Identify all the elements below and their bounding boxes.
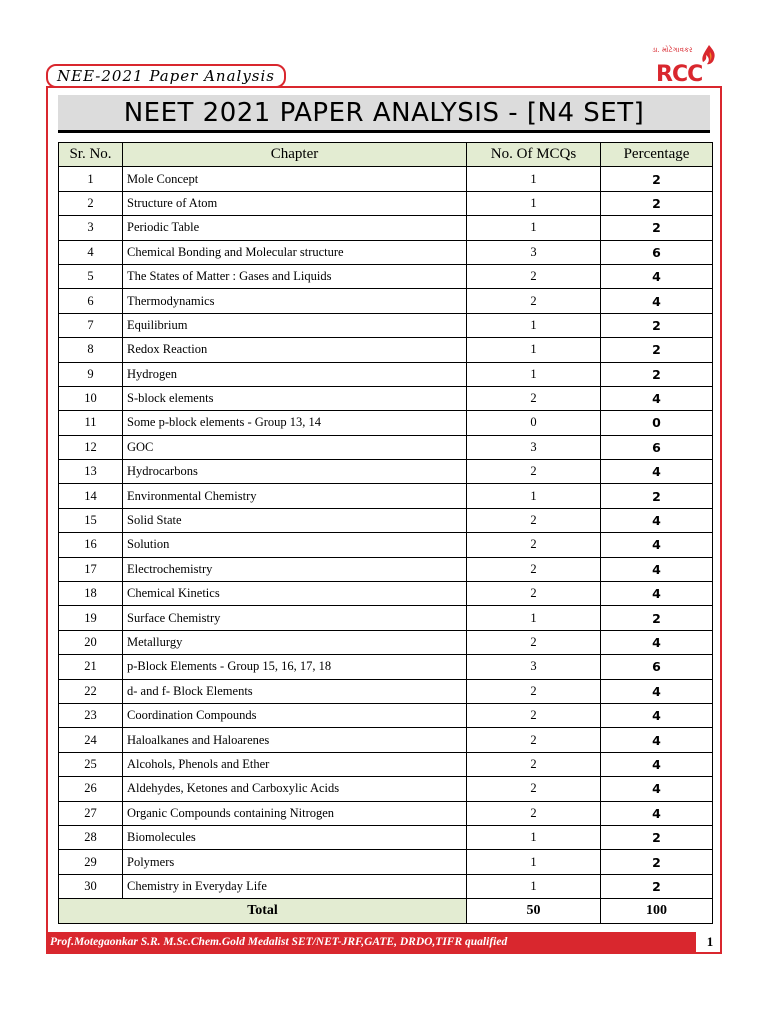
- column-header-percentage: Percentage: [601, 143, 713, 167]
- cell-percentage: 2: [601, 825, 713, 849]
- table-header-row: [59, 143, 713, 167]
- cell-sr-no: 29: [59, 850, 123, 874]
- table-body: [59, 167, 713, 899]
- table-row: [59, 825, 713, 849]
- cell-mcqs: 2: [467, 386, 601, 410]
- table-row: [59, 167, 713, 191]
- cell-percentage: 2: [601, 338, 713, 362]
- table-row: [59, 582, 713, 606]
- total-percentage: 100: [601, 899, 713, 923]
- column-header-chapter: Chapter: [123, 143, 467, 167]
- cell-mcqs: 2: [467, 460, 601, 484]
- cell-chapter: Electrochemistry: [123, 557, 467, 581]
- table-row: [59, 264, 713, 288]
- footer-credit: Prof.Motegaonkar S.R. M.Sc.Chem.Gold Medalist SET/NET-JRF,GATE, DRDO,TIFR qualified: [46, 932, 696, 952]
- cell-mcqs: 3: [467, 240, 601, 264]
- analysis-table: [58, 142, 713, 924]
- table-row: [59, 850, 713, 874]
- column-header-mcqs: No. Of MCQs: [467, 143, 601, 167]
- flame-icon: [700, 44, 718, 66]
- cell-sr-no: 19: [59, 606, 123, 630]
- cell-chapter: d- and f- Block Elements: [123, 679, 467, 703]
- cell-percentage: 2: [601, 850, 713, 874]
- cell-chapter: The States of Matter : Gases and Liquids: [123, 264, 467, 288]
- cell-chapter: GOC: [123, 435, 467, 459]
- cell-chapter: Biomolecules: [123, 825, 467, 849]
- table-row: [59, 386, 713, 410]
- cell-chapter: Organic Compounds containing Nitrogen: [123, 801, 467, 825]
- cell-chapter: Equilibrium: [123, 313, 467, 337]
- table-row: [59, 703, 713, 727]
- table-row: [59, 630, 713, 654]
- cell-sr-no: 9: [59, 362, 123, 386]
- table-row: [59, 508, 713, 532]
- cell-mcqs: 0: [467, 411, 601, 435]
- cell-sr-no: 15: [59, 508, 123, 532]
- cell-chapter: Solid State: [123, 508, 467, 532]
- cell-mcqs: 1: [467, 874, 601, 898]
- cell-chapter: Periodic Table: [123, 216, 467, 240]
- cell-sr-no: 27: [59, 801, 123, 825]
- cell-sr-no: 1: [59, 167, 123, 191]
- cell-chapter: Haloalkanes and Haloarenes: [123, 728, 467, 752]
- table-row: [59, 435, 713, 459]
- cell-percentage: 2: [601, 167, 713, 191]
- cell-percentage: 4: [601, 508, 713, 532]
- cell-mcqs: 2: [467, 508, 601, 532]
- table-row: [59, 484, 713, 508]
- cell-mcqs: 2: [467, 264, 601, 288]
- cell-mcqs: 1: [467, 313, 601, 337]
- cell-percentage: 4: [601, 582, 713, 606]
- page-number: 1: [706, 934, 714, 949]
- cell-mcqs: 2: [467, 777, 601, 801]
- cell-mcqs: 1: [467, 338, 601, 362]
- cell-mcqs: 2: [467, 533, 601, 557]
- table-row: [59, 777, 713, 801]
- cell-percentage: 4: [601, 289, 713, 313]
- logo-text: RCC: [656, 62, 703, 87]
- cell-percentage: 4: [601, 460, 713, 484]
- cell-sr-no: 3: [59, 216, 123, 240]
- cell-sr-no: 5: [59, 264, 123, 288]
- cell-sr-no: 4: [59, 240, 123, 264]
- cell-chapter: Metallurgy: [123, 630, 467, 654]
- cell-mcqs: 1: [467, 825, 601, 849]
- cell-percentage: 4: [601, 264, 713, 288]
- cell-chapter: p-Block Elements - Group 15, 16, 17, 18: [123, 655, 467, 679]
- table-row: [59, 752, 713, 776]
- cell-chapter: Chemical Kinetics: [123, 582, 467, 606]
- cell-sr-no: 23: [59, 703, 123, 727]
- cell-percentage: 2: [601, 313, 713, 337]
- table-row: [59, 557, 713, 581]
- cell-sr-no: 24: [59, 728, 123, 752]
- cell-sr-no: 11: [59, 411, 123, 435]
- logo-small-text: ડા. મોટેગાવકર: [652, 46, 693, 54]
- cell-percentage: 4: [601, 777, 713, 801]
- cell-mcqs: 1: [467, 606, 601, 630]
- header-tag: NEE-2021 Paper Analysis: [46, 64, 286, 88]
- cell-sr-no: 28: [59, 825, 123, 849]
- table-row: [59, 338, 713, 362]
- cell-sr-no: 21: [59, 655, 123, 679]
- cell-mcqs: 2: [467, 289, 601, 313]
- cell-mcqs: 2: [467, 630, 601, 654]
- cell-mcqs: 1: [467, 484, 601, 508]
- cell-sr-no: 6: [59, 289, 123, 313]
- cell-percentage: 2: [601, 216, 713, 240]
- cell-chapter: Chemical Bonding and Molecular structure: [123, 240, 467, 264]
- cell-mcqs: 2: [467, 582, 601, 606]
- table-row: [59, 728, 713, 752]
- table-row: [59, 874, 713, 898]
- cell-chapter: Environmental Chemistry: [123, 484, 467, 508]
- cell-chapter: Thermodynamics: [123, 289, 467, 313]
- total-label: Total: [59, 899, 467, 923]
- cell-sr-no: 7: [59, 313, 123, 337]
- cell-chapter: Redox Reaction: [123, 338, 467, 362]
- cell-percentage: 6: [601, 655, 713, 679]
- total-mcqs: 50: [467, 899, 601, 923]
- cell-percentage: 6: [601, 240, 713, 264]
- cell-mcqs: 1: [467, 850, 601, 874]
- cell-mcqs: 1: [467, 216, 601, 240]
- cell-sr-no: 20: [59, 630, 123, 654]
- cell-mcqs: 2: [467, 801, 601, 825]
- table-row: [59, 655, 713, 679]
- cell-chapter: Aldehydes, Ketones and Carboxylic Acids: [123, 777, 467, 801]
- cell-sr-no: 17: [59, 557, 123, 581]
- cell-mcqs: 2: [467, 679, 601, 703]
- cell-percentage: 4: [601, 728, 713, 752]
- cell-chapter: Some p-block elements - Group 13, 14: [123, 411, 467, 435]
- table-row: [59, 216, 713, 240]
- cell-chapter: Hydrocarbons: [123, 460, 467, 484]
- cell-percentage: 2: [601, 484, 713, 508]
- cell-chapter: Chemistry in Everyday Life: [123, 874, 467, 898]
- cell-percentage: 4: [601, 630, 713, 654]
- cell-mcqs: 2: [467, 557, 601, 581]
- cell-mcqs: 1: [467, 362, 601, 386]
- cell-percentage: 4: [601, 533, 713, 557]
- cell-sr-no: 12: [59, 435, 123, 459]
- table-row: [59, 313, 713, 337]
- table-row: [59, 460, 713, 484]
- cell-mcqs: 2: [467, 752, 601, 776]
- cell-percentage: 2: [601, 362, 713, 386]
- cell-percentage: 0: [601, 411, 713, 435]
- cell-sr-no: 2: [59, 191, 123, 215]
- rcc-logo: [648, 44, 720, 90]
- cell-sr-no: 18: [59, 582, 123, 606]
- cell-mcqs: 2: [467, 728, 601, 752]
- cell-percentage: 4: [601, 386, 713, 410]
- cell-percentage: 2: [601, 874, 713, 898]
- cell-chapter: Coordination Compounds: [123, 703, 467, 727]
- cell-sr-no: 16: [59, 533, 123, 557]
- cell-sr-no: 26: [59, 777, 123, 801]
- table-row: [59, 191, 713, 215]
- cell-chapter: Structure of Atom: [123, 191, 467, 215]
- cell-chapter: Solution: [123, 533, 467, 557]
- cell-sr-no: 22: [59, 679, 123, 703]
- cell-mcqs: 2: [467, 703, 601, 727]
- page-title: NEET 2021 PAPER ANALYSIS - [N4 SET]: [58, 95, 710, 133]
- cell-chapter: Hydrogen: [123, 362, 467, 386]
- cell-mcqs: 3: [467, 435, 601, 459]
- table-row: [59, 240, 713, 264]
- cell-chapter: Mole Concept: [123, 167, 467, 191]
- table-row: [59, 533, 713, 557]
- cell-percentage: 4: [601, 703, 713, 727]
- cell-chapter: Polymers: [123, 850, 467, 874]
- cell-chapter: Surface Chemistry: [123, 606, 467, 630]
- table-row: [59, 801, 713, 825]
- cell-chapter: S-block elements: [123, 386, 467, 410]
- cell-sr-no: 10: [59, 386, 123, 410]
- column-header-sr-no: Sr. No.: [59, 143, 123, 167]
- cell-percentage: 2: [601, 606, 713, 630]
- cell-mcqs: 3: [467, 655, 601, 679]
- total-row: [59, 899, 713, 923]
- cell-percentage: 4: [601, 801, 713, 825]
- table-row: [59, 606, 713, 630]
- table-row: [59, 679, 713, 703]
- cell-sr-no: 30: [59, 874, 123, 898]
- cell-sr-no: 14: [59, 484, 123, 508]
- cell-mcqs: 1: [467, 167, 601, 191]
- cell-percentage: 4: [601, 679, 713, 703]
- cell-sr-no: 13: [59, 460, 123, 484]
- table-row: [59, 289, 713, 313]
- cell-mcqs: 1: [467, 191, 601, 215]
- cell-chapter: Alcohols, Phenols and Ether: [123, 752, 467, 776]
- cell-sr-no: 8: [59, 338, 123, 362]
- cell-sr-no: 25: [59, 752, 123, 776]
- cell-percentage: 4: [601, 557, 713, 581]
- cell-percentage: 2: [601, 191, 713, 215]
- table-row: [59, 411, 713, 435]
- table-row: [59, 362, 713, 386]
- cell-percentage: 6: [601, 435, 713, 459]
- cell-percentage: 4: [601, 752, 713, 776]
